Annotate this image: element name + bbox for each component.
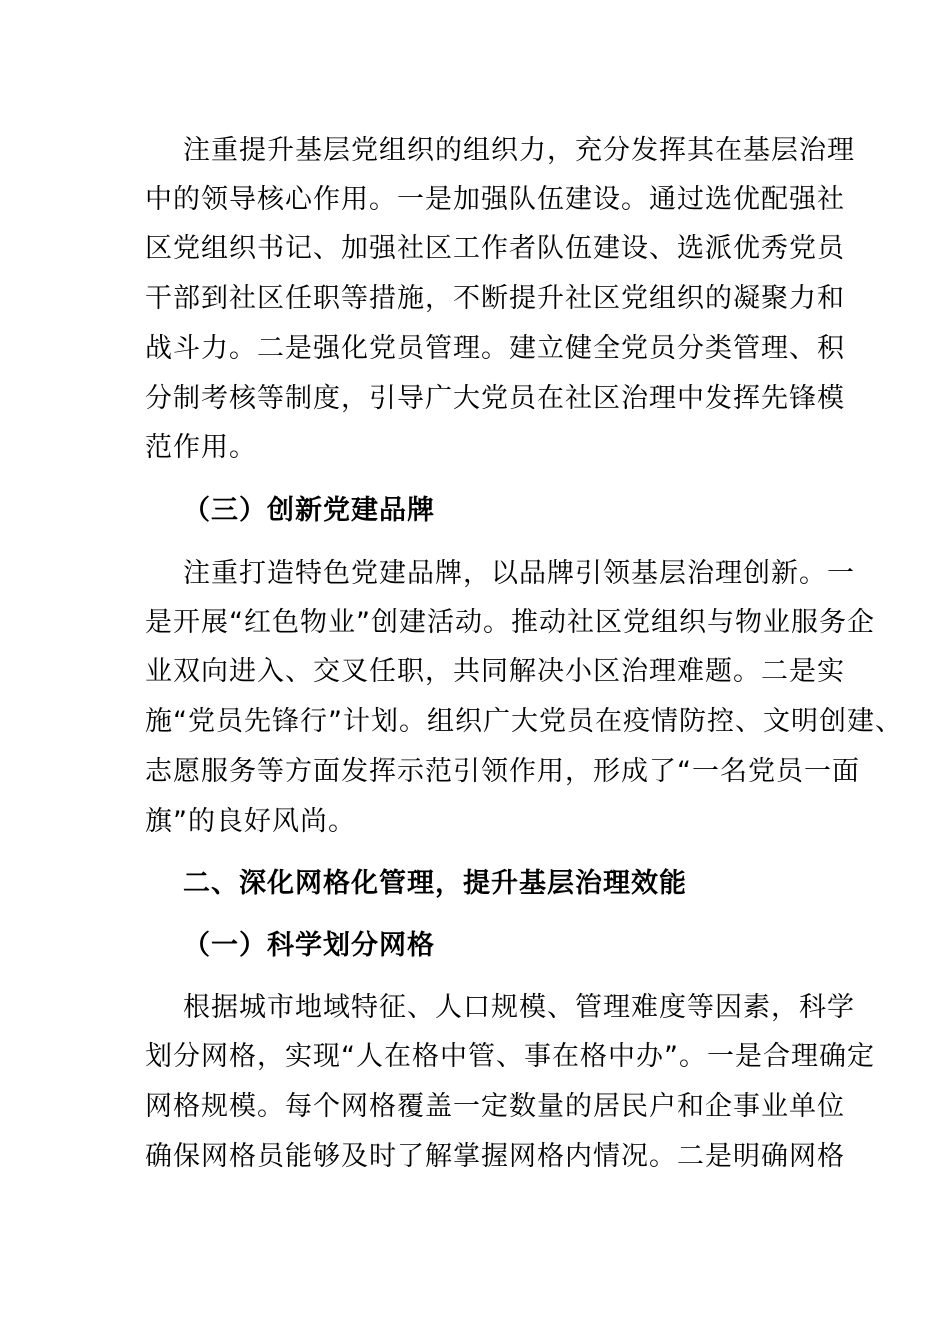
paragraph-line: 分制考核等制度，引导广大党员在社区治理中发挥先锋模 <box>145 383 845 414</box>
paragraph-line: 施“党员先锋行”计划。组织广大党员在疫情防控、文明创建、 <box>145 706 903 737</box>
paragraph-line: 区党组织书记、加强社区工作者队伍建设、选派优秀党员 <box>145 233 845 264</box>
paragraph-line: 确保网格员能够及时了解掌握网格内情况。二是明确网格 <box>145 1141 845 1172</box>
paragraph-line: 注重打造特色党建品牌，以品牌引领基层治理创新。一 <box>183 558 855 589</box>
paragraph-line: 干部到社区任职等措施，不断提升社区党组织的凝聚力和 <box>145 283 845 314</box>
paragraph-line: 是开展“红色物业”创建活动。推动社区党组织与物业服务企 <box>145 607 875 638</box>
paragraph-line: 网格规模。每个网格覆盖一定数量的居民户和企事业单位 <box>145 1091 845 1122</box>
paragraph-line: 志愿服务等方面发挥示范引领作用，形成了“一名党员一面 <box>145 756 860 787</box>
paragraph-line: 注重提升基层党组织的组织力，充分发挥其在基层治理 <box>183 135 855 166</box>
paragraph-line: 划分网格，实现“人在格中管、事在格中办”。一是合理确定 <box>145 1041 875 1072</box>
paragraph-line: 根据城市地域特征、人口规模、管理难度等因素，科学 <box>183 992 855 1023</box>
section-heading: （三）创新党建品牌 <box>183 495 435 526</box>
chapter-heading: 二、深化网格化管理，提升基层治理效能 <box>183 868 687 899</box>
paragraph-line: 战斗力。二是强化党员管理。建立健全党员分类管理、积 <box>145 333 845 364</box>
section-heading: （一）科学划分网格 <box>183 930 435 961</box>
paragraph-line: 业双向进入、交叉任职，共同解决小区治理难题。二是实 <box>145 656 845 687</box>
paragraph-line: 范作用。 <box>145 432 257 463</box>
paragraph-line: 旗”的良好风尚。 <box>145 806 356 837</box>
paragraph-line: 中的领导核心作用。一是加强队伍建设。通过选优配强社 <box>145 184 845 215</box>
